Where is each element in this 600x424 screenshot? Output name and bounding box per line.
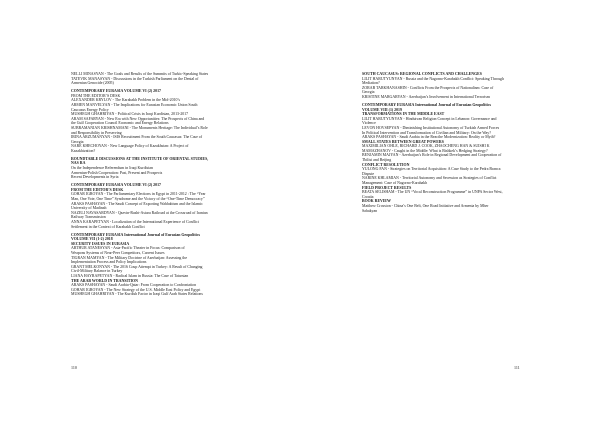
section-heading: FROM THE EDITOR’S DESK (71, 187, 124, 192)
left-page-contents (71, 72, 261, 297)
right-page (300, 0, 600, 424)
article-entry: TIGRAN MAMYAN - The Military Doctrine of Azerbaijan: Assessing the (71, 255, 188, 260)
article-entry: MAXIMILIAN OHLE, RICHARD J. COOK, ZHAOCHENG HAN & SUISHI K (362, 144, 490, 149)
article-entry: Armenian-Polish Cooperation: Past, Present and Prospects (71, 170, 163, 175)
article-entry: ARAM SAFARYAN - New Era with New Opportunities: The Prospects of China and (71, 116, 205, 121)
article-entry: Man, One Vote, One Time” Syndrome and the Victory of the “One-Time Democracy” (71, 197, 205, 202)
article-entry: LILIT HARUTYUNYAN - Hindutvan Religion Concept in Lebanon: Governance and (362, 116, 497, 121)
section-heading: NAS RA (71, 161, 86, 166)
article-entry: ZORAB TARKHANASHIN - Conflicts From the Prospects of Nationalism: Case of (362, 85, 494, 90)
article-entry: MUSHEGH GHAHRIYAN - The Kurdish Factor in Iraqi Gulf Arab States Relations (71, 292, 203, 297)
section-heading: BOOK REVIEW (362, 199, 391, 204)
article-entry: TATEVIK MANASYAN - Discussions in the Turkish Parliament on the Denial of (71, 76, 199, 81)
article-entry: Violence (362, 121, 376, 126)
article-entry: Armenian Genocide (2005) (71, 81, 114, 86)
article-entry: Weapons Systems of Near-Peer Competitors, Current Issues (71, 250, 165, 255)
article-entry: Georgia (362, 90, 375, 95)
section-heading: VOLUME VII (1-2) 2018 (71, 237, 113, 242)
article-entry: ARMEN MANVELYAN - The Implications for Eurasian Economic Union South (71, 102, 198, 107)
article-entry: ARAKS PASHAYAN - Saudi Arabia in the Reacthe Modernization: Reality or Myth? (362, 135, 496, 140)
article-entry: ANNA KARAPETYAN - Localization of the International Experience of Conflict (71, 219, 199, 224)
article-entry: LEVON HOVSEPYAN - Diminishing Institutional Autonomy of Turkish Armed Forces (362, 125, 500, 130)
article-entry: Georgia (71, 139, 84, 144)
section-heading: THE ARAB WORLD IN TRANSITION (71, 278, 138, 283)
article-entry: Civil-Military Balance in Turkey (71, 269, 123, 274)
article-entry: NELLI MINASYAN - The Goals and Results of the Summits of Turkic-Speaking States (71, 72, 209, 76)
article-entry: ARAKS PASHAYAN - Saudi Arabia-Qatar: From Cooperation to Confrontation (71, 283, 197, 288)
article-entry: IRINA ARZUMANYAN - ISIS Recruitment From the South Caucasus: The Case of (71, 135, 203, 140)
article-entry: Matthew Crosston - China’s One Belt, One Road Initiative and Armenia by Mher (362, 204, 489, 209)
section-heading: CONTEMPORARY EURASIA VOLUME VI (2) 2017 (71, 183, 161, 188)
article-entry: ALEXANDER KRYLOV - The Karabakh Problem in the Mid-2010’s (71, 98, 180, 103)
section-heading: ROUNDTABLE DISCUSSIONS AT THE INSTITUTE OF ORIENTAL STUDIES, (71, 156, 209, 161)
article-entry: NARINE KHLAMIAN - Territorial Autonomy and Secession as Strategies of Conflict (362, 176, 497, 181)
article-entry: NAZELI NAVASARDYAN - Qazvin-Rasht-Astara Railroad at the Crossroad of Iranian (71, 210, 208, 215)
article-entry: LIANA HAYRAPETYAN - Radical Islam in Russia: The Case of Tatarstan (71, 273, 189, 278)
section-heading: FIELD PROJECT RESULTS (362, 185, 412, 190)
right-page-number: 111 (514, 365, 520, 370)
article-entry: BEATA SELISHAM - The UN “Vocal Reconstruction Programme” in UNPA Sector West, (362, 190, 503, 195)
article-entry: Settlement in the Context of Karabakh Conflict (71, 224, 145, 229)
article-entry: Management: Case of Nagorno-Karabakh (362, 181, 428, 186)
section-heading: SECURITY ISSUES IN EURASIA (71, 241, 130, 246)
section-heading: VOLUME VIII (1) 2019 (362, 107, 402, 112)
article-entry: LILIT HARUTYUNYAN - Russia and the Nagorno-Karabakh Conflict: Speaking Through (362, 76, 504, 81)
article-entry: ARTHUR ATANESYAN - Asia-Pacific Theater in Focus: Comparison of (71, 246, 185, 251)
article-entry: the Gulf Cooperation Council Economic and Energy Relations (71, 121, 169, 126)
article-entry: Sahakyan (362, 208, 378, 213)
right-page-contents (362, 72, 552, 213)
article-entry: Dispute (362, 171, 375, 176)
article-entry: On the Independence Referendum in Iraqi Kurdistan (71, 166, 153, 171)
section-heading: CONTEMPORARY EURASIA International Journal of Eurasian Geopolitics (362, 102, 491, 107)
section-heading: SMALL STATES BETWEEN GREAT POWERS (362, 139, 444, 144)
article-entry: University of Madinah (71, 206, 107, 211)
section-heading: CONFLICT RESOLUTION (362, 162, 410, 167)
article-entry: FROM THE EDITOR’S DESK (71, 93, 121, 98)
article-entry: ARAKS PASHAYAN - The Saudi Concept of Exporting Wahhabism and the Islamic (71, 201, 203, 206)
article-entry: GRANT MELKONYAN - The 2016 Coup Attempt in Turkey: A Result of Changing (71, 264, 203, 269)
article-entry: Mediation? (362, 81, 380, 86)
article-entry: Implementation Process and Policy Implications (71, 260, 147, 265)
article-entry: SUBRAMANIAN KRISHNAMANI - The Monuments Heritage: The Individual’s Role (71, 125, 208, 130)
article-entry: Tbilisi and Beijing (362, 158, 392, 163)
section-heading: SOUTH CAUCASUS: REGIONAL CONFLICTS AND CHALLENGES (362, 72, 482, 76)
article-entry: YULONG FAN - Strategies on Territorial Acquisition: A Case Study to the Pedra Branca (362, 167, 501, 172)
section-heading: CONTEMPORARY EURASIA VOLUME VI (2) 2017 (71, 89, 161, 94)
article-entry: GOHAR IGROYAN - The Parliamentary Elections in Egypt in 2011-2012 : The “Year (71, 192, 206, 197)
left-page-number: 110 (71, 365, 77, 370)
section-heading: TRANSFORMATIONS IN THE MIDDLE EAST (362, 112, 445, 117)
article-entry: MUSHEGH GHAHRIYAN - Political Crisis in Iraqi Kurdistan, 2013-2017 (71, 112, 189, 117)
article-entry: Kazakhization? (71, 148, 96, 153)
article-entry: KRISTINE MARGARYAN - Azerbaijan’s Involvement in International Terrorism (362, 94, 490, 99)
article-entry: Recent Developments in Syria (71, 175, 119, 180)
article-entry: In Political Intervention and Transformation of Civilian and Military: On the Way? (362, 130, 491, 135)
article-entry: Railway Transmission (71, 215, 106, 220)
article-entry: Croatia (362, 194, 374, 199)
article-entry: GOHAR IGROYAN - The New Strategy of the U.S. Middle East Policy and Egypt (71, 287, 201, 292)
article-entry: BENJAMIN MAJYAN - Azerbaijan’s Role in Regional Development and Cooperation of (362, 153, 502, 158)
section-heading: CONTEMPORARY EURASIA International Journal of Eurasian Geopolitics (71, 232, 200, 237)
article-entry: MAMAZHANOV - Caught in the Middle: What is Bishkek’s Hedging Strategy? (362, 148, 488, 153)
article-entry: and Responsibility in Preserving (71, 130, 122, 135)
article-entry: Caucasus Energy Policy (71, 107, 109, 112)
article-entry: NARE KHECHOYAN - New Language Policy of Kazakhstan: A Project of (71, 144, 189, 149)
